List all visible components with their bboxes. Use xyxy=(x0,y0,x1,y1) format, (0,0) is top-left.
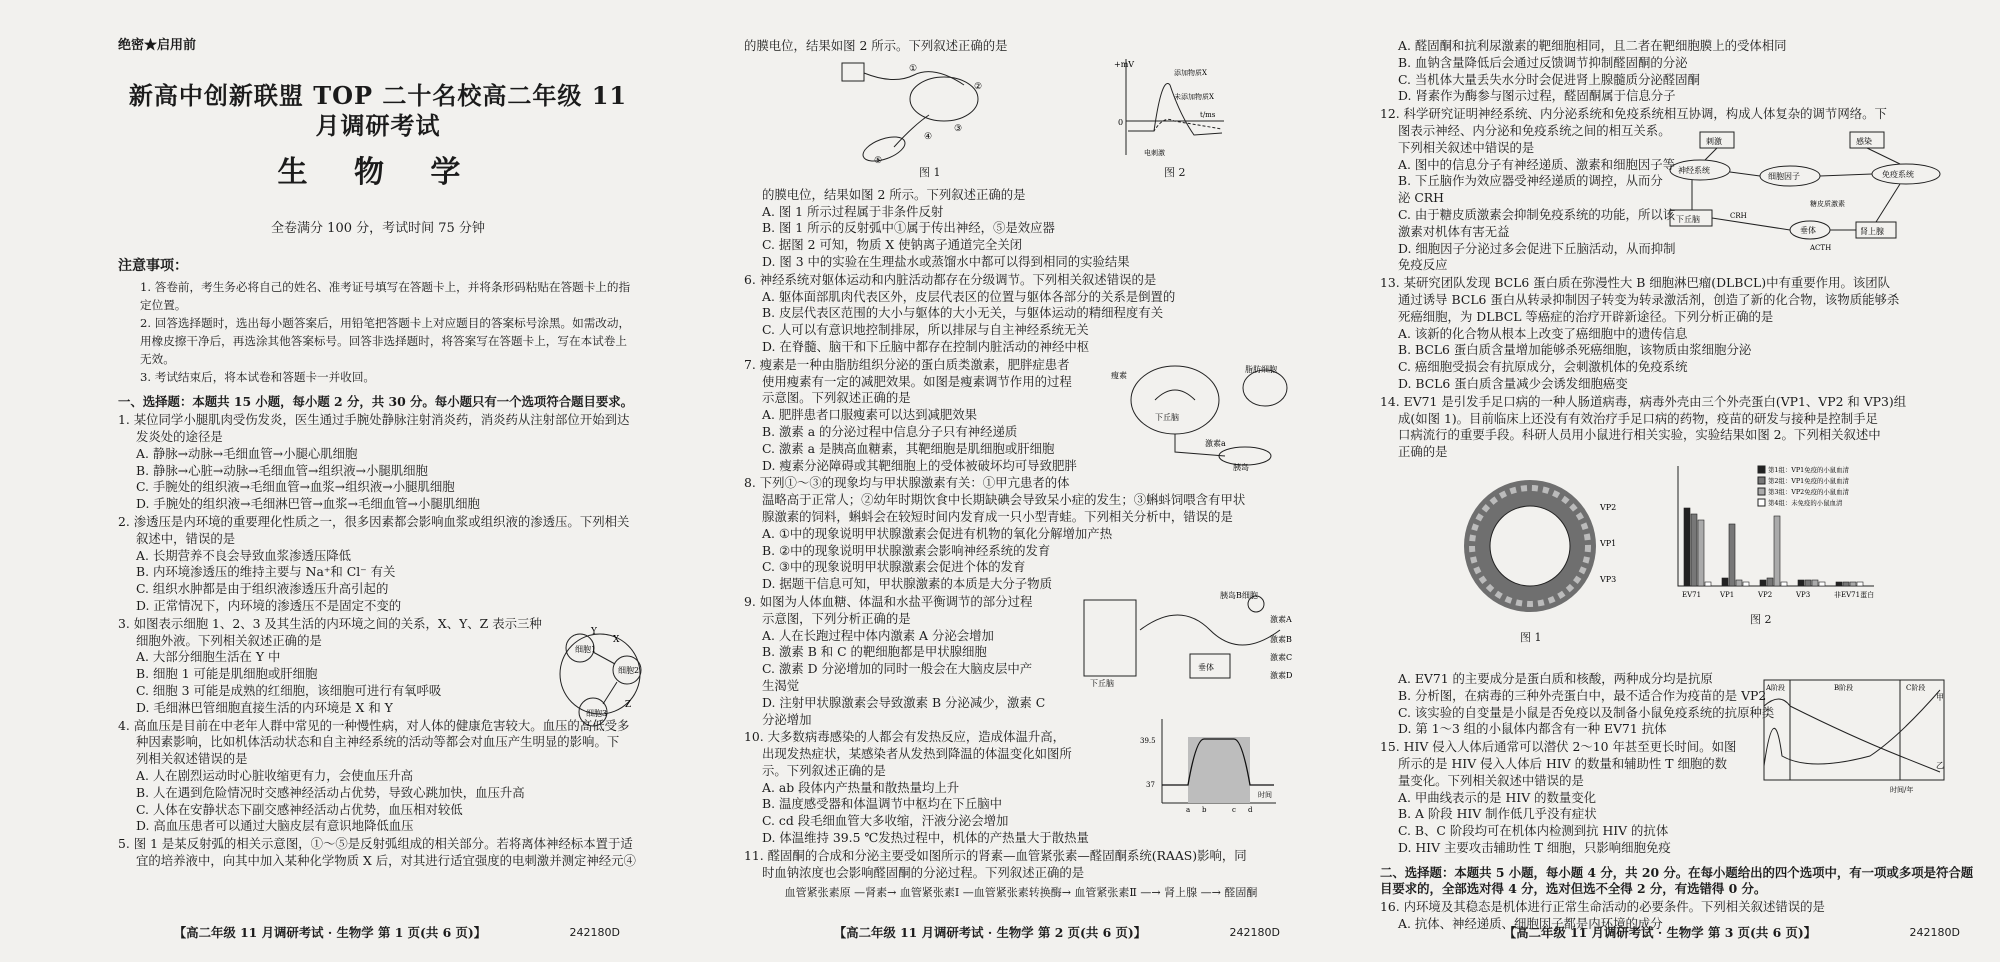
footer-text: 【高二年级 11 月调研考试 · 生物学 第 3 页(共 6 页)】 xyxy=(1503,925,1817,941)
axis-label: +mV xyxy=(1114,59,1135,69)
question-line: B. 人在遇到危险情况时交感神经活动占优势，导致心跳加快，血压升高 xyxy=(136,784,525,800)
question-line: 分泌增加 xyxy=(762,711,812,727)
chart-bar xyxy=(1850,582,1856,586)
question-line: 成(如图 1)。目前临床上还没有有效治疗手足口病的药物，疫苗的研发与接种是控制手足 xyxy=(1398,410,1878,426)
question-line: A. 肥胖患者口服瘦素可以达到减肥效果 xyxy=(762,407,978,423)
figure-label: 细胞3 xyxy=(586,709,608,718)
figure-label: 激素A xyxy=(1270,615,1292,624)
figure-label: 脂肪细胞 xyxy=(1245,365,1277,374)
question-line: D. 第 1～3 组的小鼠体内都含有一种 EV71 抗体 xyxy=(1398,721,1667,737)
svg-text:②: ② xyxy=(974,81,983,92)
question-line: 通过诱导 BCL6 蛋白从转录抑制因子转变为转录激活剂，创造了新的化合物，该物质能够杀 xyxy=(1398,291,1900,307)
page-footer xyxy=(0,925,660,942)
question-line: C. 该实验的自变量是小鼠是否免疫以及制备小鼠免疫系统的抗原种类 xyxy=(1398,704,1775,720)
question-line: D. 手腕处的组织液→毛细淋巴管→血浆→毛细血管→小腿肌细胞 xyxy=(136,496,480,512)
chart-bar xyxy=(1812,580,1818,586)
figure-label: Y xyxy=(591,627,597,637)
axis-label: 0 xyxy=(1118,117,1124,127)
question-line: 死癌细胞，为 DLBCL 等癌症的治疗开辟新途径。下列分析正确的是 xyxy=(1398,308,1774,324)
question-line: B. 静脉→心脏→动脉→毛细血管→组织液→小腿肌细胞 xyxy=(136,462,428,478)
question-line: 发炎处的途径是 xyxy=(136,428,223,444)
question-line: 细胞外液。下列相关叙述正确的是 xyxy=(136,632,322,648)
question-line: C. 癌细胞受损会有抗原成分，会刺激机体的免疫系统 xyxy=(1398,359,1688,375)
question-line: 生渴觉 xyxy=(762,677,800,693)
question-line: 11. 醛固酮的合成和分泌主要受如图所示的肾素—血管紧张素—醛固酮系统(RAAS)影响，同 xyxy=(744,847,1247,863)
question-line: D. 注射甲状腺激素会导致激素 B 分泌减少，激素 C xyxy=(762,694,1046,710)
svg-text:①: ① xyxy=(909,63,918,74)
question-line: A. 图 1 所示过程属于非条件反射 xyxy=(762,203,944,219)
question-line: 4. 高血压是目前在中老年人群中常见的一种慢性病，对人体的健康危害较大。血压的高低受多 xyxy=(118,717,630,733)
footer-text: 【高二年级 11 月调研考试 · 生物学 第 1 页(共 6 页)】 xyxy=(173,925,487,941)
question-line: 16. 内环境及其稳态是机体进行正常生命活动的必要条件。下列相关叙述错误的是 xyxy=(1380,899,1825,915)
annotation-label: 电刺激 xyxy=(1144,148,1165,157)
chart-bar xyxy=(1684,508,1690,586)
figure-label: 感染 xyxy=(1856,137,1872,146)
axis-label: 时间/年 xyxy=(1890,786,1914,794)
subject-title: 生 物 学 xyxy=(277,154,479,190)
question-line: 免疫反应 xyxy=(1398,257,1448,273)
series-label: 未添加物质X xyxy=(1174,92,1214,101)
category-label: EV71 xyxy=(1682,591,1702,599)
question-line: A. ab 段体内产热量和散热量均上升 xyxy=(762,779,960,795)
category-label: VP2 xyxy=(1758,591,1773,599)
legend-entry: 第4组：未免疫的小鼠血清 xyxy=(1768,499,1843,507)
question-line: 腺激素的饲料，蝌蚪会在较短时间内发育成一只小型青蛙。下列相关分析中，错误的是 xyxy=(762,508,1233,524)
notice-item: 1. 答卷前，考生务必将自己的姓名、准考证号填写在答题卡上，并将条形码粘贴在答题卡上的指定位置。 xyxy=(140,280,631,313)
footer-text: 【高二年级 11 月调研考试 · 生物学 第 2 页(共 6 页)】 xyxy=(833,925,1147,941)
question-line: C. 手腕处的组织液→毛细血管→血浆→组织液→小腿肌细胞 xyxy=(136,479,455,495)
notice-item: 3. 考试结束后，将本试卷和答题卡一并收回。 xyxy=(140,370,376,385)
chart-bar xyxy=(1729,524,1735,586)
chart-bar xyxy=(1781,582,1787,586)
question-line: 口病流行的重要手段。科研人员用小鼠进行相关实验，实验结果如图 2。下列相关叙述中 xyxy=(1398,427,1881,443)
figure-label: 下丘脑 xyxy=(1090,679,1114,688)
figure-q14-chart xyxy=(1660,462,1880,626)
exam-code: 242180D xyxy=(1909,926,1960,940)
chart-bar xyxy=(1805,580,1811,586)
figure-label: ACTH xyxy=(1810,244,1832,252)
question-line: A. 醛固酮和抗利尿激素的靶细胞相同，且二者在靶细胞膜上的受体相同 xyxy=(1398,38,1787,53)
question-line: 列相关叙述错误的是 xyxy=(136,751,248,767)
question-line: B. 温度感受器和体温调节中枢均在下丘脑中 xyxy=(762,796,1003,812)
question-line: A. 躯体面部肌肉代表区外，皮层代表区的位置与躯体各部分的关系是倒置的 xyxy=(762,288,1176,304)
question-line: 时血钠浓度也会影响醛固酮的分泌过程。下列叙述正确的是 xyxy=(762,864,1085,880)
question-line: 7. 瘦素是一种由脂肪组织分泌的蛋白质类激素，肥胖症患者 xyxy=(744,356,1070,372)
figure-label: 激素B xyxy=(1270,635,1292,644)
chart-bar xyxy=(1819,582,1825,586)
section-heading: 二、选择题：本题共 5 小题，每小题 4 分，共 20 分。在每小题给出的四个选项中，有一项或多项是符合题目要求的，全部选对得 4 分，选对但选不全得 2 分，有选错得 0 分。 xyxy=(1380,864,1974,897)
exam-page-2 xyxy=(660,0,1320,962)
question-line: A. 该新的化合物从根本上改变了癌细胞中的遗传信息 xyxy=(1398,325,1688,341)
question-line: B. 激素 a 的分泌过程中信息分子只有神经递质 xyxy=(762,423,1018,439)
question-line: 泌 CRH xyxy=(1398,190,1444,206)
axis-label: 时间 xyxy=(1258,791,1272,799)
question-line: 5. 图 1 是某反射弧的相关示意图，①～⑤是反射弧组成的相关部分。若将离体神经标本置于适 xyxy=(118,836,633,852)
question-line: C. 当机体大量丢失水分时会促进肾上腺髓质分泌醛固酮 xyxy=(1398,71,1700,87)
legend-swatch xyxy=(1758,499,1765,506)
exam-page-1 xyxy=(0,0,660,962)
figure-label: 细胞1 xyxy=(575,645,597,654)
question-line: B. ②中的现象说明甲状腺激素会影响神经系统的发育 xyxy=(762,542,1051,558)
question-line: B. 细胞 1 可能是肌细胞或肝细胞 xyxy=(136,666,318,682)
section-heading: 一、选择题：本题共 15 小题，每小题 2 分，共 30 分。每小题只有一个选项符合题目要求。 xyxy=(118,394,634,410)
figure-q10-temperature xyxy=(1140,715,1280,815)
question-line: 14. EV71 是引发手足口病的一种人肠道病毒，病毒外壳由三个外壳蛋白(VP1、VP2 和 VP3)组 xyxy=(1380,393,1907,409)
svg-text:⑤: ⑤ xyxy=(874,155,883,166)
axis-label: t/ms xyxy=(1200,110,1216,119)
legend-entry: 第1组：VP1免疫的小鼠血清 xyxy=(1768,466,1849,474)
figure-q12-network xyxy=(1660,126,1950,256)
category-label: 非EV71蛋白 xyxy=(1834,591,1875,599)
question-line: D. 图 3 中的实验在生理盐水或蒸馏水中都可以得到相同的实验结果 xyxy=(762,253,1130,269)
question-line: 13. 某研究团队发现 BCL6 蛋白质在弥漫性大 B 细胞淋巴瘤(DLBCL)中有重要作用。该团队 xyxy=(1380,275,1891,291)
score-info: 全卷满分 100 分，考试时间 75 分钟 xyxy=(271,220,485,236)
figure-label: VP3 xyxy=(1600,575,1617,584)
question-line: 示意图。下列叙述正确的是 xyxy=(762,390,911,406)
tick-label: 37 xyxy=(1146,781,1155,789)
question-line: A. 人在剧烈运动时心脏收缩更有力，会使血压升高 xyxy=(136,767,414,783)
question-line: C. ③中的现象说明甲状腺激素会促进个体的发育 xyxy=(762,559,1026,575)
question-line: 所示的是 HIV 侵入人体后 HIV 的数量和辅助性 T 细胞的数 xyxy=(1398,755,1728,771)
question-line: C. 激素 a 是胰高血糖素，其靶细胞是肌细胞或肝细胞 xyxy=(762,440,1055,456)
question-line: 10. 大多数病毒感染的人都会有发热反应，造成体温升高， xyxy=(744,729,1066,745)
figure-label: CRH xyxy=(1730,212,1747,220)
question-line: 6. 神经系统对躯体运动和内脏活动都存在分级调节。下列相关叙述错误的是 xyxy=(744,271,1157,287)
figure-label: 糖皮质激素 xyxy=(1810,200,1845,208)
question-line: C. B、C 阶段均可在机体内检测到抗 HIV 的抗体 xyxy=(1398,823,1669,839)
question-line: B. 内环境渗透压的维持主要与 Na⁺和 Cl⁻ 有关 xyxy=(136,564,396,580)
raas-pathway: 血管紧张素原 —肾素→ 血管紧张素Ⅰ —血管紧张素转换酶→ 血管紧张素Ⅱ —→ 肾上腺 —→ 醛固酮 xyxy=(784,886,1258,900)
question-line: B. 血钠含量降低后会通过反馈调节抑制醛固酮的分泌 xyxy=(1398,54,1688,70)
exam-page-3 xyxy=(1320,0,2000,962)
question-line: B. 下丘脑作为效应器受神经递质的调控，从而分 xyxy=(1398,173,1663,189)
question-line: 3. 如图表示细胞 1、2、3 及其生活的内环境之间的关系，X、Y、Z 表示三种 xyxy=(118,615,542,631)
legend-swatch xyxy=(1758,488,1765,495)
figure-label: 肾上腺 xyxy=(1860,227,1884,236)
question-line: C. cd 段毛细血管大多收缩，汗液分泌会增加 xyxy=(762,813,1009,829)
question-line: 图表示神经、内分泌和免疫系统之间的相互关系。 xyxy=(1398,122,1671,138)
question-line: A. 大部分细胞生活在 Y 中 xyxy=(136,649,281,665)
figure-label: 下丘脑 xyxy=(1676,215,1700,224)
question-line: 出现发热症状，某感染者从发热到降温的体温变化如图所 xyxy=(762,746,1072,762)
question-line: C. 人体在安静状态下副交感神经活动占优势，血压相对较低 xyxy=(136,801,463,817)
legend-entry: 第2组：VP1免疫的小鼠血清 xyxy=(1768,477,1849,485)
chart-bar xyxy=(1843,582,1849,586)
question-line: C. 据图 2 可知，物质 X 使钠离子通道完全关闭 xyxy=(762,237,1023,253)
question-line: 的膜电位，结果如图 2 所示。下列叙述正确的是 xyxy=(762,186,1026,202)
exam-title: 新高中创新联盟 TOP 二十名校高二年级 11 月调研考试 xyxy=(128,80,628,140)
question-line: C. 组织水肿都是由于组织液渗透压升高引起的 xyxy=(136,581,389,597)
chart-bar xyxy=(1698,520,1704,586)
question-line: 种因素影响，比如机体活动状态和自主神经系统的活动等都会对血压产生明显的影响。下 xyxy=(136,734,620,750)
question-line: D. 高血压患者可以通过大脑皮层有意识地降低血压 xyxy=(136,818,414,834)
tick-label: c xyxy=(1232,806,1236,814)
tick-label: a xyxy=(1186,806,1191,814)
chart-bar xyxy=(1722,578,1728,586)
figure-label: 激素D xyxy=(1270,671,1293,680)
figure-caption: 图 1 xyxy=(919,165,941,179)
question-line: 1. 某位同学小腿肌肉受伤发炎，医生通过手腕处静脉注射消炎药，消炎药从注射部位开始到达 xyxy=(118,412,630,428)
question-line: B. 图 1 所示的反射弧中①属于传出神经，⑤是效应器 xyxy=(762,220,1055,236)
question-line: A. 人在长跑过程中体内激素 A 分泌会增加 xyxy=(762,627,994,643)
question-line: B. 分析图，在病毒的三种外壳蛋白中，最不适合作为疫苗的是 VP2 xyxy=(1398,687,1767,703)
category-label: VP1 xyxy=(1720,591,1735,599)
figure-label: Z xyxy=(625,700,632,710)
chart-bar xyxy=(1836,582,1842,586)
figure-q5 xyxy=(744,55,1298,187)
question-line: 的膜电位，结果如图 2 所示。下列叙述正确的是 xyxy=(744,38,1008,53)
figure-label: VP1 xyxy=(1600,539,1617,548)
question-line: D. HIV 主要攻击辅助性 T 细胞，只影响细胞免疫 xyxy=(1398,839,1671,855)
chart-bar xyxy=(1691,514,1697,586)
series-label: 乙 xyxy=(1936,761,1944,770)
page-footer xyxy=(660,925,1320,942)
question-line: 15. HIV 侵入人体后通常可以潜伏 2～10 年甚至更长时间。如图 xyxy=(1380,739,1737,755)
question-line: 量变化。下列相关叙述中错误的是 xyxy=(1398,772,1584,788)
question-line: D. 瘦素分泌障碍或其靶细胞上的受体被破坏均可导致肥胖 xyxy=(762,457,1077,473)
figure-label: VP2 xyxy=(1600,503,1617,512)
confidential-mark: 绝密★启用前 xyxy=(118,38,197,53)
svg-text:③: ③ xyxy=(954,123,963,134)
exam-code: 242180D xyxy=(1229,926,1280,940)
question-line: D. 细胞因子分泌过多会促进下丘脑活动，从而抑制 xyxy=(1398,240,1676,256)
question-line: 使用瘦素有一定的减肥效果。如图是瘦素调节作用的过程 xyxy=(762,373,1072,389)
question-line: A. 图中的信息分子有神经递质、激素和细胞因子等 xyxy=(1398,156,1676,172)
figure-q3-cells xyxy=(555,612,650,742)
series-label: 添加物质X xyxy=(1174,68,1207,77)
tick-label: b xyxy=(1202,806,1207,814)
figure-q15-hiv xyxy=(1750,676,1950,796)
question-line: 9. 如图为人体血糖、体温和水盐平衡调节的部分过程 xyxy=(744,593,1033,609)
figure-label: 胰岛 xyxy=(1233,463,1249,472)
question-line: C. 人可以有意识地控制排尿，所以排尿与自主神经系统无关 xyxy=(762,322,1089,338)
question-line: 下列相关叙述中错误的是 xyxy=(1398,139,1535,155)
question-line: B. 皮层代表区范围的大小与躯体的大小无关，与躯体运动的精细程度有关 xyxy=(762,305,1164,321)
chart-bar xyxy=(1767,578,1773,586)
question-line: C. 细胞 3 可能是成熟的红细胞，该细胞可进行有氧呼吸 xyxy=(136,682,442,698)
question-line: A. ①中的现象说明甲状腺激素会促进有机物的氧化分解增加产热 xyxy=(762,525,1113,541)
question-line: 示意图，下列分析正确的是 xyxy=(762,610,911,626)
figure-label: 细胞因子 xyxy=(1768,172,1800,181)
figure-caption: 图 2 xyxy=(1750,613,1772,626)
question-line: 宜的培养液中，向其中加入某种化学物质 X 后，对其进行适宜强度的电刺激并测定神经元④ xyxy=(136,852,636,868)
question-line: D. 在脊髓、脑干和下丘脑中都存在控制内脏活动的神经中枢 xyxy=(762,338,1090,354)
figure-label: 垂体 xyxy=(1198,663,1214,672)
notice-heading: 注意事项： xyxy=(118,257,188,274)
series-label: 甲 xyxy=(1936,693,1944,702)
question-line: B. 激素 B 和 C 的靶细胞都是甲状腺细胞 xyxy=(762,644,987,660)
question-line: 叙述中，错误的是 xyxy=(136,530,236,546)
page-footer xyxy=(1320,925,2000,942)
question-line: A. 甲曲线表示的是 HIV 的数量变化 xyxy=(1398,789,1597,805)
exam-code: 242180D xyxy=(569,926,620,940)
figure-q9-regulation xyxy=(1080,590,1300,690)
figure-label: 垂体 xyxy=(1800,226,1816,235)
chart-bar xyxy=(1736,580,1742,586)
question-line: C. 由于糖皮质激素会抑制免疫系统的功能，所以该 xyxy=(1398,206,1676,222)
question-line: A. 长期营养不良会导致血浆渗透压降低 xyxy=(136,547,352,563)
question-line: D. 体温维持 39.5 ℃发热过程中，机体的产热量大于散热量 xyxy=(762,830,1089,846)
figure-caption: 图 2 xyxy=(1164,165,1186,179)
chart-bar xyxy=(1798,580,1804,586)
membrane-potential-chart xyxy=(1114,55,1234,167)
legend-entry: 第3组：VP2免疫的小鼠血清 xyxy=(1768,488,1849,496)
figure-label: 刺激 xyxy=(1706,137,1722,146)
phase-label: A阶段 xyxy=(1766,684,1786,692)
legend-swatch xyxy=(1758,477,1765,484)
question-line: B. BCL6 蛋白质含量增加能够杀死癌细胞，该物质由浆细胞分泌 xyxy=(1398,342,1752,358)
question-line: 示。下列叙述正确的是 xyxy=(762,762,886,778)
question-line: D. 正常情况下，内环境的渗透压不是固定不变的 xyxy=(136,597,402,613)
category-label: VP3 xyxy=(1796,591,1811,599)
question-line: C. 激素 D 分泌增加的同时一般会在大脑皮层中产 xyxy=(762,661,1033,677)
chart-bar xyxy=(1857,582,1863,586)
question-line: A. EV71 的主要成分是蛋白质和核酸，两种成分均是抗原 xyxy=(1398,670,1713,686)
chart-bar xyxy=(1774,516,1780,586)
question-line: D. 肾素作为酶参与图示过程，醛固酮属于信息分子 xyxy=(1398,88,1676,104)
question-line: 激素对机体有害无益 xyxy=(1398,223,1510,239)
question-line: 12. 科学研究证明神经系统、内分泌系统和免疫系统相互协调，构成人体复杂的调节网络。下 xyxy=(1380,106,1887,122)
figure-label: 瘦素 xyxy=(1111,371,1127,380)
tick-label: d xyxy=(1248,806,1253,814)
question-line: D. 毛细淋巴管细胞直接生活的内环境是 X 和 Y xyxy=(136,699,393,715)
tick-label: 39.5 xyxy=(1140,737,1156,745)
figure-label: 细胞2 xyxy=(618,666,640,675)
figure-label: 下丘脑 xyxy=(1155,413,1179,422)
figure-label: 免疫系统 xyxy=(1882,170,1914,179)
question-line: D. 据题干信息可知，甲状腺激素的本质是大分子物质 xyxy=(762,576,1052,592)
reflex-arc-figure xyxy=(834,55,1034,167)
figure-q7-leptin xyxy=(1105,360,1295,472)
phase-label: C阶段 xyxy=(1906,684,1926,692)
figure-label: X xyxy=(613,635,620,645)
figure-label: 激素a xyxy=(1205,439,1226,448)
question-line: 温略高于正常人；②幼年时期饮食中长期缺碘会导致呆小症的发生；③蝌蚪饲喂含有甲状 xyxy=(762,492,1246,508)
chart-bar xyxy=(1743,582,1749,586)
notice-item: 2. 回答选择题时，选出每小题答案后，用铅笔把答题卡上对应题目的答案标号涂黑。如需改动，用橡皮擦干净后，再选涂其他答案标号。回答非选择题时，将答案写在答题卡上，写在本试卷上无效。 xyxy=(140,316,631,367)
figure-label: 胰岛B细胞 xyxy=(1220,591,1258,600)
figure-q14-virus xyxy=(1450,470,1620,644)
svg-text:④: ④ xyxy=(924,131,933,142)
figure-caption: 图 1 xyxy=(1520,631,1542,644)
legend-swatch xyxy=(1758,466,1765,473)
question-line: A. 抗体、神经递质、细胞因子都是内环境的成分 xyxy=(1398,916,1663,932)
question-line: 2. 渗透压是内环境的重要理化性质之一，很多因素都会影响血浆或组织液的渗透压。下列相关 xyxy=(118,513,630,529)
chart-bar xyxy=(1705,582,1711,586)
question-line: D. BCL6 蛋白质含量减少会诱发细胞癌变 xyxy=(1398,375,1628,391)
chart-bar xyxy=(1760,580,1766,586)
phase-label: B阶段 xyxy=(1834,684,1854,692)
figure-label: 激素C xyxy=(1270,653,1293,662)
figure-label: 神经系统 xyxy=(1678,166,1710,175)
question-line: 正确的是 xyxy=(1398,444,1448,460)
question-line: A. 静脉→动脉→毛细血管→小腿心肌细胞 xyxy=(136,445,358,461)
question-line: 8. 下列①～③的现象均与甲状腺激素有关：①甲亢患者的体 xyxy=(744,475,1070,491)
question-line: B. A 阶段 HIV 制作低几乎没有症状 xyxy=(1398,806,1597,822)
